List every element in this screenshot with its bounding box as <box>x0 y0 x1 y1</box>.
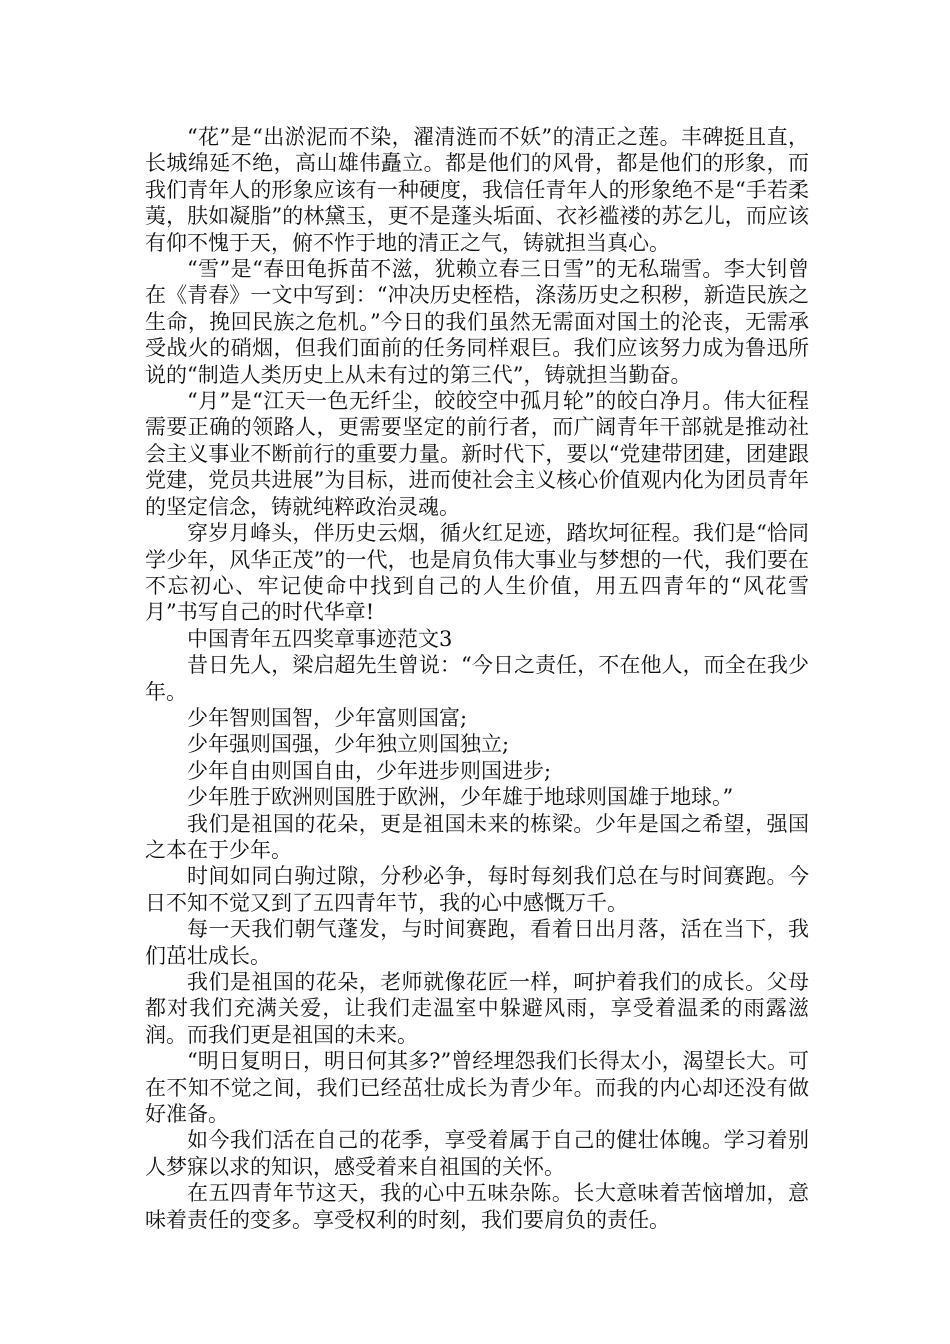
paragraph: 如今我们活在自己的花季，享受着属于自己的健壮体魄。学习着别人梦寐以求的知识，感受着来自祖国的关怀。 <box>145 1128 809 1179</box>
paragraph: 每一天我们朝气蓬发，与时间赛跑，看着日出月落，活在当下，我们茁壮成长。 <box>145 917 809 968</box>
paragraph: 时间如同白驹过隙，分秒必争，每时每刻我们总在与时间赛跑。今日不知不觉又到了五四青年节，我的心中感慨万千。 <box>145 864 809 915</box>
paragraph-snow: “雪”是“春田龟拆苗不滋，犹赖立春三日雪”的无私瑞雪。李大钊曾在《青春》一文中写到：“冲决历史桎梏，涤荡历史之积秽，新造民族之生命，挽回民族之危机。”今日的我们虽然无需面对国土的沦丧，无需承受战火的硝烟，但我们面前的任务同样艰巨。我们应该努力成为鲁迅所说的“制造人类历史上从未有过的第三代”，铸就担当勤奋。 <box>145 257 809 387</box>
paragraph: 我们是祖国的花朵，更是祖国未来的栋梁。少年是国之希望，强国之本在于少年。 <box>145 811 809 862</box>
document-body <box>145 124 809 1233</box>
section-title: 中国青年五四奖章事迹范文3 <box>187 626 453 651</box>
paragraph: “明日复明日，明日何其多?”曾经埋怨我们长得太小，渴望长大。可在不知不觉之间，我们已经茁壮成长为青少年。而我的内心却还没有做好准备。 <box>145 1049 809 1127</box>
quote-line: 少年智则国智，少年富则国富; <box>187 705 468 730</box>
paragraph: 我们是祖国的花朵，老师就像花匠一样，呵护着我们的成长。父母都对我们充满关爱，让我们走温室中躲避风雨，享受着温柔的雨露滋润。而我们更是祖国的未来。 <box>145 970 809 1047</box>
paragraph: 在五四青年节这天，我的心中五味杂陈。长大意味着苦恼增加，意味着责任的变多。享受权利的时刻，我们要肩负的责任。 <box>145 1181 809 1232</box>
paragraph-quote-intro: 昔日先人，梁启超先生曾说：“今日之责任，不在他人，而全在我少年。 <box>145 653 809 704</box>
paragraph-flower: “花”是“出淤泥而不染，濯清涟而不妖”的清正之莲。丰碑挺且直，长城绵延不绝，高山雄伟矗立。都是他们的风骨，都是他们的形象，而我们青年人的形象应该有一种硬度，我信任青年人的形象绝不是“手若柔荑，肤如凝脂”的林黛玉，更不是蓬头垢面、衣衫褴褛的苏乞儿，而应该有仰不愧于天，俯不怍于地的清正之气，铸就担当真心。 <box>145 125 809 255</box>
quote-line: 少年强则国强，少年独立则国独立; <box>187 732 510 757</box>
paragraph-moon: “月”是“江天一色无纤尘，皎皎空中孤月轮”的皎白净月。伟大征程需要正确的领路人，更需要坚定的前行者，而广阔青年干部就是推动社会主义事业不断前行的重要力量。新时代下，要以“党建带团建，团建跟党建，党员共进展”为目标，进而使社会主义核心价值观内化为团员青年的坚定信念，铸就纯粹政治灵魂。 <box>145 389 809 519</box>
quote-line: 少年胜于欧洲则国胜于欧洲，少年雄于地球则国雄于地球。” <box>187 785 734 810</box>
quote-line: 少年自由则国自由，少年进步则国进步; <box>187 758 552 783</box>
paragraph-conclusion: 穿岁月峰头，伴历史云烟，循火红足迹，踏坎坷征程。我们是“恰同学少年，风华正茂”的一代，也是肩负伟大事业与梦想的一代，我们要在不忘初心、牢记使命中找到自己的人生价值，用五四青年的“风花雪月”书写自己的时代华章! <box>145 521 809 625</box>
